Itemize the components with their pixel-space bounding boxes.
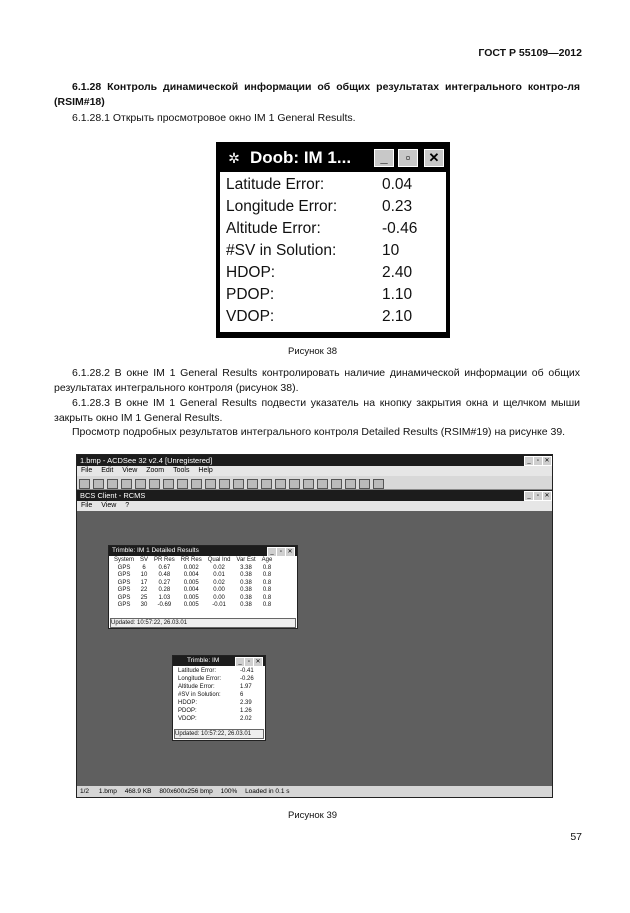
result-row: PDOP: 1.26 <box>178 708 252 714</box>
app-title-bar <box>77 455 552 466</box>
result-row: Longitude Error: 0.23 <box>226 198 413 215</box>
menu-edit[interactable]: Edit <box>101 467 114 474</box>
detailed-updated-status: Updated: 10:57:22, 26.03.01 <box>110 618 296 628</box>
child-window-title-bar <box>77 490 552 501</box>
toolbar-button-icon[interactable] <box>261 479 272 489</box>
result-row: #SV in Solution: 10 <box>226 242 400 259</box>
child-menu-view[interactable]: View <box>101 502 117 509</box>
toolbar-button-icon[interactable] <box>275 479 286 489</box>
step-1: 6.1.28.1 Открыть просмотровое окно IM 1 General Results. <box>72 112 356 124</box>
minimize-button[interactable]: _ <box>235 657 245 667</box>
general-results-window <box>172 655 266 741</box>
toolbar-button-icon[interactable] <box>289 479 300 489</box>
toolbar-button-icon[interactable] <box>149 479 160 489</box>
maximize-button[interactable]: ▫ <box>276 547 286 557</box>
result-row: Altitude Error: -0.46 <box>226 220 418 237</box>
child-menu-help[interactable]: ? <box>125 502 130 509</box>
window-title: Doob: IM 1... <box>250 148 352 167</box>
status-bar <box>77 786 552 797</box>
result-row: VDOP: 2.02 <box>178 716 252 722</box>
menu-view[interactable]: View <box>122 467 138 474</box>
maximize-button[interactable]: ▫ <box>244 657 254 667</box>
menu-file[interactable]: File <box>81 467 93 474</box>
child-minimize-button[interactable]: _ <box>524 491 534 501</box>
toolbar-button-icon[interactable] <box>163 479 174 489</box>
table-row: GPS 6 0.67 0.002 0.02 3.38 0.8 <box>117 564 272 571</box>
menu-help[interactable]: Help <box>198 467 213 474</box>
toolbar <box>77 476 552 490</box>
toolbar-button-icon[interactable] <box>205 479 216 489</box>
toolbar-button-icon[interactable] <box>359 479 370 489</box>
result-row: Longitude Error: -0.26 <box>178 676 254 682</box>
minimize-button[interactable]: _ <box>267 547 277 557</box>
status-file: 1.bmp <box>98 788 117 795</box>
app-icon: ✲ <box>228 150 240 166</box>
child-menu-file[interactable]: File <box>81 502 93 509</box>
im1-general-results-window <box>216 142 450 338</box>
result-row: Latitude Error: -0.41 <box>178 668 254 674</box>
close-button[interactable]: ✕ <box>285 547 295 557</box>
step-2: 6.1.28.2 В окне IM 1 General Results контролировать наличие динамической информации об общих результатах интегрального контроля (рисунок 38). <box>54 367 580 394</box>
minimize-button[interactable]: _ <box>374 149 394 167</box>
table-row: GPS 25 1.03 0.005 0.00 0.38 0.8 <box>117 594 272 601</box>
table-row: GPS 10 0.48 0.004 0.01 0.38 0.8 <box>117 572 272 578</box>
results-panel <box>220 172 446 332</box>
step-3: 6.1.28.3 В окне IM 1 General Results подвести указатель на кнопку закрытия окна и щелчком мыши закрыть окно IM 1 General Results. <box>54 397 580 424</box>
result-row: HDOP: 2.39 <box>178 700 252 706</box>
general-updated-status: Updated: 10:57:22, 26.03.01 <box>174 729 264 739</box>
standard-number: ГОСТ Р 55109—2012 <box>478 47 582 59</box>
child-window-title: BCS Client - RCMS <box>80 491 146 500</box>
toolbar-button-icon[interactable] <box>121 479 132 489</box>
child-close-button[interactable]: ✕ <box>542 491 552 501</box>
detailed-results-window <box>108 545 298 629</box>
figure-39-caption: Рисунок 39 <box>288 810 338 821</box>
result-row: PDOP: 1.10 <box>226 286 413 303</box>
general-title: Trimble: IM <box>187 657 220 664</box>
toolbar-button-icon[interactable] <box>93 479 104 489</box>
status-page: 1/2 <box>80 788 90 795</box>
close-button[interactable]: ✕ <box>424 149 444 167</box>
menu-zoom[interactable]: Zoom <box>146 467 165 474</box>
detailed-title: Trimble: IM 1 Detailed Results <box>112 547 199 554</box>
toolbar-button-icon[interactable] <box>191 479 202 489</box>
maximize-button[interactable]: ▫ <box>533 456 543 466</box>
table-row: GPS 30 -0.69 0.005 -0.01 0.38 0.8 <box>117 602 272 608</box>
toolbar-button-icon[interactable] <box>79 479 90 489</box>
menu-tools[interactable]: Tools <box>173 467 190 474</box>
toolbar-button-icon[interactable] <box>303 479 314 489</box>
section-heading: 6.1.28 Контроль динамической информации об общих результатах интегрального контро-ля (RSIM#18) <box>54 81 580 108</box>
app-title: 1.bmp - ACDSee 32 v2.4 [Unregistered] <box>80 456 213 465</box>
toolbar-button-icon[interactable] <box>135 479 146 489</box>
detailed-title-bar[interactable] <box>109 546 297 556</box>
general-title-bar[interactable] <box>173 656 265 666</box>
page-number: 57 <box>570 831 582 843</box>
close-button[interactable]: ✕ <box>542 456 552 466</box>
toolbar-button-icon[interactable] <box>345 479 356 489</box>
minimize-button[interactable]: _ <box>524 456 534 466</box>
close-button[interactable]: ✕ <box>253 657 263 667</box>
toolbar-button-icon[interactable] <box>331 479 342 489</box>
child-maximize-button[interactable]: ▫ <box>533 491 543 501</box>
table-header: System SV PR Res RR Res Qual Ind Var Est Age <box>114 557 273 563</box>
toolbar-button-icon[interactable] <box>107 479 118 489</box>
toolbar-button-icon[interactable] <box>219 479 230 489</box>
status-size: 468.9 KB <box>124 788 152 795</box>
app-menu-bar <box>77 466 552 476</box>
child-menu-bar <box>77 501 552 511</box>
toolbar-button-icon[interactable] <box>177 479 188 489</box>
toolbar-button-icon[interactable] <box>317 479 328 489</box>
result-row: Latitude Error: 0.04 <box>226 176 413 193</box>
table-row: GPS 22 0.28 0.004 0.00 0.38 0.8 <box>117 587 272 593</box>
status-load-time: Loaded in 0.1 s <box>245 788 290 795</box>
result-row: #SV in Solution: 6 <box>178 692 244 698</box>
toolbar-button-icon[interactable] <box>247 479 258 489</box>
toolbar-button-icon[interactable] <box>373 479 384 489</box>
detailed-results-table <box>111 557 275 610</box>
window-title-bar[interactable] <box>220 146 446 170</box>
figure-38-caption: Рисунок 38 <box>288 346 338 357</box>
result-row: Altitude Error: 1.97 <box>178 684 252 690</box>
status-zoom: 100% <box>220 788 238 795</box>
maximize-button[interactable]: ▫ <box>398 149 418 167</box>
result-row: VDOP: 2.10 <box>226 308 413 325</box>
result-row: HDOP: 2.40 <box>226 264 413 281</box>
status-format: 800x600x256 bmp <box>159 788 213 795</box>
step-4: Просмотр подробных результатов интегрального контроля Detailed Results (RSIM#19) на рисунке 39. <box>72 426 566 438</box>
toolbar-button-icon[interactable] <box>233 479 244 489</box>
table-row: GPS 17 0.27 0.005 0.02 0.38 0.8 <box>117 579 272 586</box>
